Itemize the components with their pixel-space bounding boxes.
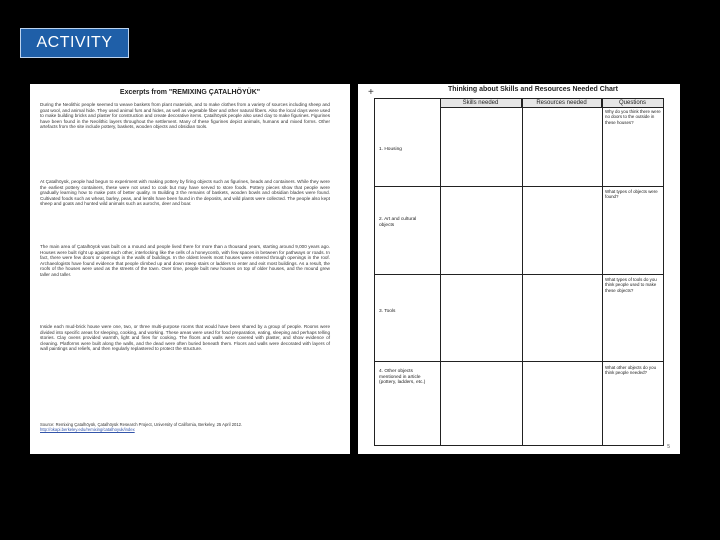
row-label-housing: 1. Housing	[379, 147, 402, 152]
activity-badge: ACTIVITY	[20, 28, 129, 58]
table-divider	[602, 99, 603, 445]
excerpt-title: Excerpts from "REMIXING ÇATALHÖYÜK"	[119, 89, 261, 96]
table-row-divider	[375, 186, 663, 187]
row-label-tools: 3. Tools	[379, 309, 396, 314]
excerpt-paragraph-1: During the Neolithic people seemed to weave baskets from plant materials, and to make clothes from a variety of sources including sheep and goat wool, and animal hide. They used animal furs and hides, as well as vegetable fiber and other natural fibers. Also the local clays were used to make building bricks and plaster for construction and create decorative items. Çatalhöyük people also used clay to make figurines. Figurines have been found in the Neolithic layers throughout the settlement. Many of these figurines depict animals, humans and mixed forms. Other artefacts from the site include pottery, baskets, wooden objects and obsidian tools.	[40, 102, 331, 130]
column-header-questions: Questions	[602, 99, 663, 108]
row-label-art: 2. Art and cultural objects	[379, 217, 417, 228]
chart-title: Thinking about Skills and Resources Needed Chart	[448, 86, 618, 93]
question-other: What other objects do you think people needed?	[605, 365, 657, 376]
source-label: Source: Remixing Çatalhöyük, Çatalhöyük Research Project, University of California, Berkeley, 25 April 2012.	[40, 422, 243, 427]
question-housing: Why do you think there were no doors to the outside in these houses?	[605, 109, 661, 125]
excerpt-paragraph-3: The main area of Çatalhöyük was built on a mound and people lived there for more than a thousand years, starting around 9,000 years ago. Houses were built right up against each other, interlocking like the cells of a honeycomb, with few spaces in between for pathways or roads. In fact, there were few doors or openings in the walls of buildings. In the oldest levels most houses were entered through openings in the roof. Archaeologists have found evidence that people climbed up and down steep stairs or ladders to enter and exit most buildings. As a result, the roofs of the houses were used as the streets of the town. Over time, people built new houses on top of older houses, and the mound grew taller and taller.	[40, 244, 330, 277]
plus-icon: +	[368, 87, 374, 98]
excerpt-page	[30, 84, 350, 454]
question-art: What types of objects were found?	[605, 189, 658, 200]
question-tools: What types of tools do you think people used to make these objects?	[605, 277, 657, 293]
column-header-skills: Skills needed	[440, 99, 522, 108]
table-row-divider	[375, 274, 663, 275]
excerpt-paragraph-4: Inside each mud-brick house were one, two, or three multi-purpose rooms that would have been shared by a group of people. Rooms were divided into specific areas for sleeping, cooking, and working. These areas were used for food preparation, eating, sleeping and perhaps telling stories. Clay ovens provided warmth, light and fires for cooking. The floors and walls were covered with plaster, and show evidence of cleaning. Platforms were built along the walls, and the dead were often buried beneath them. Floors and walls were decorated with layers of wall paintings and reliefs, and then regularly replastered to protect the structure.	[40, 324, 331, 352]
row-label-other: 4. Other objects mentioned in article (pottery, ladders, etc.)	[379, 369, 426, 386]
chart-page	[358, 84, 680, 454]
table-divider	[440, 99, 441, 445]
column-header-resources: Resources needed	[522, 99, 602, 108]
skills-resources-table	[374, 98, 664, 446]
table-divider	[522, 99, 523, 445]
table-row-divider	[375, 361, 663, 362]
page-number: 5	[667, 444, 670, 450]
excerpt-paragraph-2: At Çatalhöyük, people had begun to experiment with making pottery by firing objects such as figurines, beads and containers. While they were the earliest pottery containers, these were not used to cook but may have served to store foods. Pottery pieces show that people were gradually learning how to make pots of better quality. In Building 3 the remains of baskets, wooden bowls and obsidian blades were found. Cultivated foods such as wheat, barley, peas, and lentils have been found in the deposits, and wild plants were collected. The people also kept sheep and goats and hunted wild animals such as aurochs, deer and boar.	[40, 179, 330, 207]
source-link[interactable]: http://okapi.berkeley.edu/remixing/catalhoyuk/index	[40, 427, 135, 433]
excerpt-source	[40, 422, 330, 433]
